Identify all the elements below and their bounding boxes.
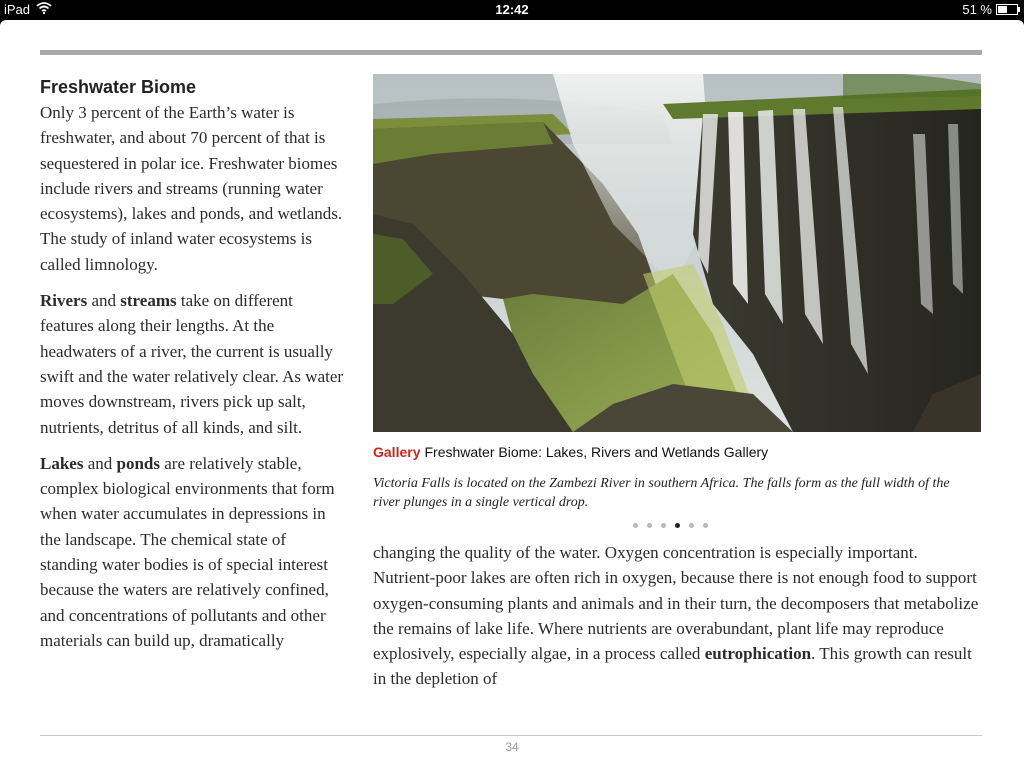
clock: 12:42 [495,2,529,17]
gallery-dot[interactable] [633,523,638,528]
device-name: iPad [4,2,31,17]
right-column [373,74,981,709]
section-title: Freshwater Biome [40,77,197,97]
gallery-image-waterfall[interactable] [373,74,981,432]
term-rivers: Rivers [40,291,88,311]
gallery-page-indicator[interactable] [359,523,981,528]
gallery-caption: Victoria Falls is located on the Zambezi River in southern Africa. The falls form as the full width of the river plunges in a single vertical drop. [373,476,950,510]
page-number: 34 [505,740,519,754]
battery-icon [996,4,1018,15]
paragraph-oxygen: changing the quality of the water. Oxygen concentration is especially important. Nutrient-poor lakes are often rich in oxygen, because there is not enough food to support oxygen-consuming plants and animals and in their turn, the decomposers that metabolize the remains of lake life. Where nutrients are overabundant, plant life may reproduce explosively, especially algae, in a process called eutrophication. This growth can result in the depletion of [373,543,979,689]
battery-fill [998,6,1007,13]
paragraph-intro: Only 3 percent of the Earth’s water is freshwater, and about 70 percent of that is sequestered in polar ice. Freshwater biomes include rivers and streams (running water ecosystems), lakes and ponds, and wetlands. The study of inland water ecosystems is called limnology. [40,103,343,274]
gallery-dot[interactable] [703,523,708,528]
term-lakes: Lakes [40,453,84,473]
gallery-title-text: Freshwater Biome: Lakes, Rivers and Wetlands Gallery [424,444,769,460]
top-rule [40,50,982,55]
book-page[interactable] [0,20,1024,768]
gallery-dot[interactable] [675,523,680,528]
status-bar [0,0,1024,20]
gallery-title [373,444,981,460]
term-streams: streams [120,291,177,311]
left-column [40,76,345,664]
bottom-rule [40,735,982,736]
gallery-dot[interactable] [661,523,666,528]
battery-percent: 51 % [962,2,992,17]
paragraph-rivers: Rivers and streams take on different features along their lengths. At the headwaters of a river, the current is usually swift and the water relatively clear. As water moves downstream, rivers pick up salt, nutrients, detritus of all kinds, and silt. [40,291,344,437]
term-ponds: ponds [116,453,160,473]
gallery-dot[interactable] [689,523,694,528]
gallery-label: Gallery [373,444,421,460]
gallery-dot[interactable] [647,523,652,528]
paragraph-lakes: Lakes and ponds are relatively stable, complex biological environments that form when water accumulates in depressions in the landscape. The chemical state of standing water bodies is of special interest because the waters are relatively confined, and concentrations of pollutants and other materials can build up, dramatically [40,453,335,650]
term-eutrophication: eutrophication [704,644,812,664]
